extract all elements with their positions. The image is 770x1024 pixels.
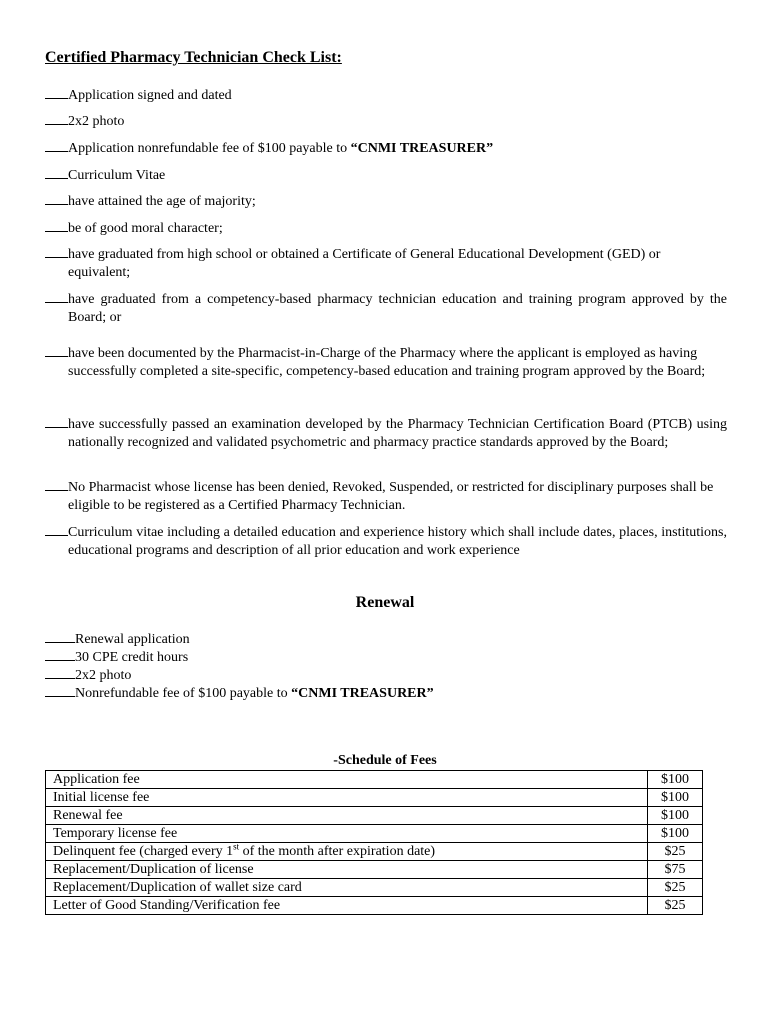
checklist-item: have been documented by the Pharmacist-in-Charge of the Pharmacy where the applicant is employed as having successfully completed a site-specific, competency-based education and training program approved by the Board; bbox=[45, 345, 721, 381]
table-row bbox=[46, 861, 703, 879]
checkbox-blank-line bbox=[45, 417, 68, 428]
fee-amount: $100 bbox=[648, 789, 703, 807]
checklist-item: have successfully passed an examination developed by the Pharmacy Technician Certification Board (PTCB) using nationally recognized and validated psychometric and pharmacy practice standards approved by the Board; bbox=[45, 416, 727, 452]
renewal-heading: Renewal bbox=[355, 594, 415, 611]
checklist-item: have graduated from a competency-based pharmacy technician education and training program approved by the Board; or bbox=[45, 291, 727, 327]
renewal-list bbox=[45, 631, 434, 703]
fee-label: Initial license fee bbox=[46, 789, 648, 807]
fee-amount: $100 bbox=[648, 825, 703, 843]
fees-table bbox=[45, 770, 703, 915]
checklist-item: have graduated from high school or obtained a Certificate of General Educational Development (GED) or equivalent; bbox=[45, 246, 717, 282]
fee-amount: $25 bbox=[648, 897, 703, 915]
renewal-item: Renewal application bbox=[45, 631, 434, 649]
table-row bbox=[46, 825, 703, 843]
table-row bbox=[46, 789, 703, 807]
renewal-item: 2x2 photo bbox=[45, 667, 434, 685]
fee-label: Letter of Good Standing/Verification fee bbox=[46, 897, 648, 915]
fee-amount: $25 bbox=[648, 843, 703, 861]
checkbox-blank-line bbox=[45, 88, 68, 99]
checkbox-blank-line bbox=[45, 247, 68, 258]
checkbox-blank-line bbox=[45, 686, 75, 697]
fee-amount: $75 bbox=[648, 861, 703, 879]
checkbox-blank-line bbox=[45, 221, 68, 232]
checkbox-blank-line bbox=[45, 632, 75, 643]
checkbox-blank-line bbox=[45, 650, 75, 661]
table-row bbox=[46, 879, 703, 897]
fee-amount: $100 bbox=[648, 771, 703, 789]
checklist-item: 2x2 photo bbox=[45, 113, 727, 131]
table-row bbox=[46, 807, 703, 825]
checklist-item: Curriculum Vitae bbox=[45, 167, 727, 185]
fee-label: Replacement/Duplication of wallet size card bbox=[46, 879, 648, 897]
fee-amount: $100 bbox=[648, 807, 703, 825]
checklist-item: Application signed and dated bbox=[45, 87, 727, 105]
fee-amount: $25 bbox=[648, 879, 703, 897]
fees-heading: -Schedule of Fees bbox=[333, 753, 437, 768]
checkbox-blank-line bbox=[45, 668, 75, 679]
checklist-item: Curriculum vitae including a detailed education and experience history which shall include dates, places, institutions, educational programs and description of all prior education and work experience bbox=[45, 524, 727, 560]
fee-label: Delinquent fee (charged every 1st of the month after expiration date) bbox=[46, 843, 648, 861]
checklist-item: have attained the age of majority; bbox=[45, 193, 727, 211]
checkbox-blank-line bbox=[45, 114, 68, 125]
table-row bbox=[46, 843, 703, 861]
fee-label: Application fee bbox=[46, 771, 648, 789]
checklist-title: Certified Pharmacy Technician Check List: bbox=[45, 49, 342, 66]
renewal-item: 30 CPE credit hours bbox=[45, 649, 434, 667]
renewal-item: Nonrefundable fee of $100 payable to “CNMI TREASURER” bbox=[45, 685, 434, 703]
table-row bbox=[46, 897, 703, 915]
fee-label: Renewal fee bbox=[46, 807, 648, 825]
table-row bbox=[46, 771, 703, 789]
checklist-item: No Pharmacist whose license has been denied, Revoked, Suspended, or restricted for disciplinary purposes shall be eligible to be registered as a Certified Pharmacy Technician. bbox=[45, 479, 721, 515]
checkbox-blank-line bbox=[45, 194, 68, 205]
checkbox-blank-line bbox=[45, 525, 68, 536]
checkbox-blank-line bbox=[45, 141, 68, 152]
checklist-item: be of good moral character; bbox=[45, 220, 727, 238]
checklist-item: Application nonrefundable fee of $100 payable to “CNMI TREASURER” bbox=[45, 140, 727, 158]
checkbox-blank-line bbox=[45, 168, 68, 179]
checkbox-blank-line bbox=[45, 480, 68, 491]
checkbox-blank-line bbox=[45, 346, 68, 357]
fee-label: Temporary license fee bbox=[46, 825, 648, 843]
fee-label: Replacement/Duplication of license bbox=[46, 861, 648, 879]
checkbox-blank-line bbox=[45, 292, 68, 303]
